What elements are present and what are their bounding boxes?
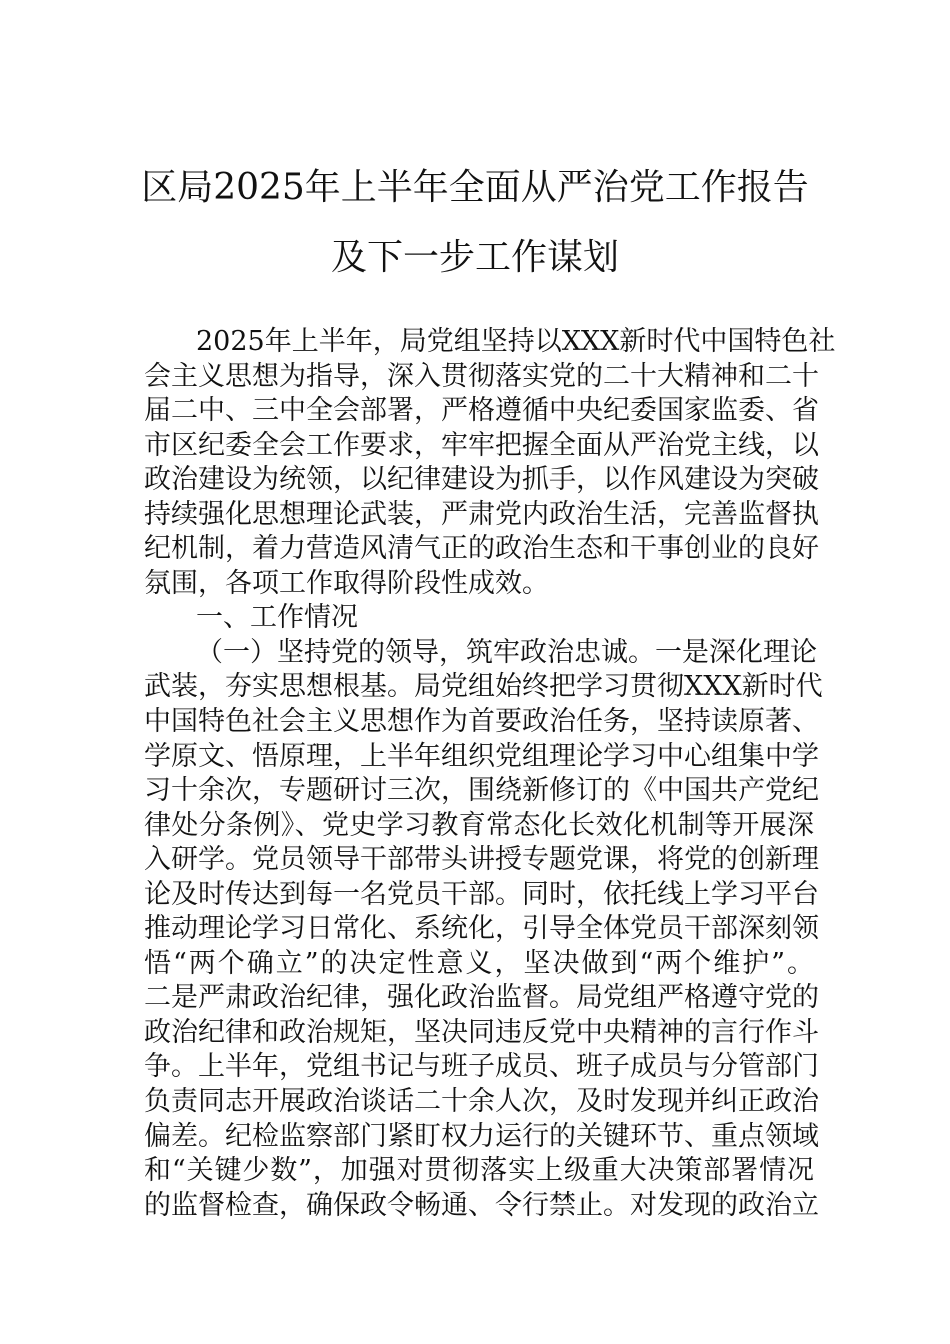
body-line: 二是严肃政治纪律，强化政治监督。局党组严格遵守党的 [144,982,819,1014]
body-line: 负责同志开展政治谈话二十余人次，及时发现并纠正政治 [144,1086,819,1118]
body-line: 学原文、悟原理，上半年组织党组理论学习中心组集中学 [144,740,819,772]
document-title-line-1: 区局2025年上半年全面从严治党工作报告 [141,167,809,208]
body-line: 的监督检查，确保政令畅通、令行禁止。对发现的政治立 [144,1189,819,1221]
body-line: 氛围，各项工作取得阶段性成效。 [144,567,549,599]
body-line: 入研学。党员领导干部带头讲授专题党课，将党的创新理 [144,844,819,876]
section-heading: 一、工作情况 [196,602,358,634]
body-line: 武装，夯实思想根基。局党组始终把学习贯彻XXX新时代 [144,671,823,703]
body-line: （一）坚持党的领导，筑牢政治忠诚。一是深化理论 [196,636,817,668]
body-line: 政治纪律和政治规矩，坚决同违反党中央精神的言行作斗 [144,1016,819,1048]
document-body [144,325,836,1223]
body-line: 偏差。纪检监察部门紧盯权力运行的关键环节、重点领域 [144,1120,819,1152]
body-line: 市区纪委全会工作要求，牢牢把握全面从严治党主线，以 [144,429,819,461]
body-line: 中国特色社会主义思想作为首要政治任务，坚持读原著、 [144,706,819,738]
body-line: 悟“两个确立”的决定性意义，坚决做到“两个维护”。 [144,947,814,979]
body-line: 纪机制，着力营造风清气正的政治生态和干事创业的良好 [144,533,819,565]
body-line: 2025年上半年，局党组坚持以XXX新时代中国特色社 [196,326,836,357]
body-line: 律处分条例》、党史学习教育常态化长效化机制等开展深 [144,809,814,841]
body-line: 持续强化思想理论武装，严肃党内政治生活，完善监督执 [144,498,819,530]
body-line: 届二中、三中全会部署，严格遵循中央纪委国家监委、省 [144,395,819,427]
body-line: 政治建设为统领，以纪律建设为抓手，以作风建设为突破 [144,464,819,496]
body-line: 争。上半年，党组书记与班子成员、班子成员与分管部门 [144,1051,819,1083]
body-line: 推动理论学习日常化、系统化，引导全体党员干部深刻领 [144,913,819,945]
body-line: 和“关键少数”，加强对贯彻落实上级重大决策部署情况 [144,1155,814,1187]
document-title-line-2: 及下一步工作谋划 [330,237,619,278]
body-line: 习十余次，专题研讨三次，围绕新修订的《中国共产党纪 [144,775,819,807]
body-line: 论及时传达到每一名党员干部。同时，依托线上学习平台 [144,878,819,910]
body-line: 会主义思想为指导，深入贯彻落实党的二十大精神和二十 [144,360,819,392]
